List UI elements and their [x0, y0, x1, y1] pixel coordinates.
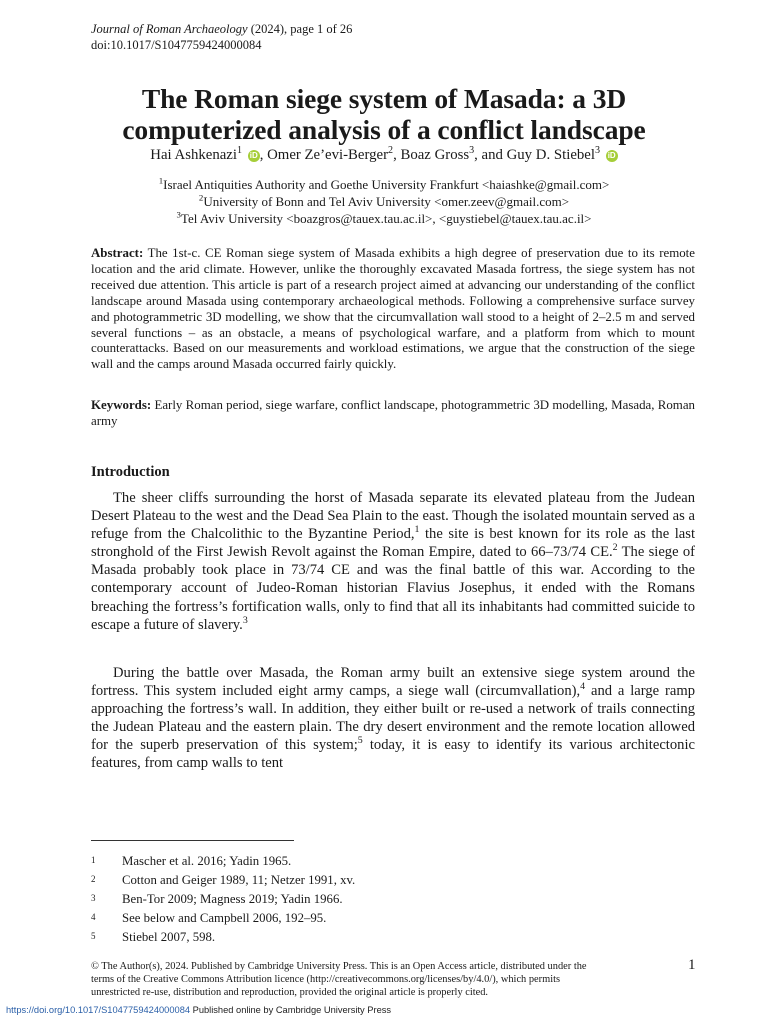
footnote-text: Mascher et al. 2016; Yadin 1965.	[122, 854, 292, 868]
doi-link[interactable]: https://doi.org/10.1017/S1047759424000084	[6, 1005, 191, 1015]
body-paragraph	[91, 489, 695, 634]
paragraph-text: The siege of Masada probably took place in 73/74 CE and was the final battle of this war. According to the contemporary account of Judeo-Roman historian Flavius Josephus, it ended with the Romans breaching the fortress’s fortification walls, only to find that all its inhabitants had committed suicide to escape a future of slavery.	[91, 544, 696, 633]
footnote	[91, 910, 326, 926]
affiliation-sup: 2	[198, 192, 204, 203]
author-name: , Boaz Gross	[393, 147, 470, 163]
abstract	[91, 246, 695, 373]
author-list	[40, 146, 728, 164]
paragraph-text: the site is best known for its role as the last stronghold of the First Jewish Revolt against the Roman Empire, dated to 66–73/74 CE.	[91, 526, 695, 561]
affiliation-text: Israel Antiquities Authority and Goethe University Frankfurt <haiashke@gmail.com>	[163, 177, 610, 192]
author-name: , and Guy D. Stiebel	[474, 147, 595, 163]
footnote-number: 1	[91, 855, 96, 865]
footnote-ref[interactable]: 4	[580, 681, 586, 693]
keywords	[91, 398, 695, 430]
footnote-ref[interactable]: 1	[414, 524, 420, 536]
footnote	[91, 872, 355, 888]
footnote-text: See below and Campbell 2006, 192–95.	[122, 911, 327, 925]
paragraph-text: The sheer cliffs surrounding the horst of Masada separate its elevated plateau from the Judean Desert Plateau to the west and the Dead Sea Plain to the east. Though the isolated mountain served as a refuge from the Chalcolithic to the Byzantine Period,	[91, 490, 695, 543]
abstract-text: The 1st-c. CE Roman siege system of Masada exhibits a high degree of preservation due to its remote location and the arid climate. However, unlike the thoroughly excavated Masada fortress, the siege system has not received due attention. This article is part of a research project aimed at advancing our understanding of the conflict landscape around Masada using contemporary archaeological methods. Following a comprehensive surface survey and photogrammetric 3D modelling, we show that the circumvallation wall stood to a height of 2–2.5 m and served several functions – as an obstacle, a means of psychological warfare, and a platform from which to mount counterattacks. Based on our measurements and workload estimations, we argue that the construction of the siege wall and the camps around Masada occurred fairly quickly.	[91, 246, 695, 372]
footnote-number: 3	[91, 893, 96, 903]
paragraph-text: and a large ramp approaching the fortress’s wall. In addition, they either built or re-used a network of trails connecting the Judean Plateau and the eastern plain. The dry desert environment and the remote location allowed for the superb preservation of this system;	[91, 683, 695, 754]
footnote	[91, 853, 291, 869]
footnote-text: Cotton and Geiger 1989, 11; Netzer 1991, xv.	[122, 873, 356, 887]
author-name: , Omer Ze’evi-Berger	[259, 147, 389, 163]
page-number: 1	[688, 957, 696, 973]
footnote-text: Ben-Tor 2009; Magness 2019; Yadin 1966.	[122, 892, 343, 906]
author-sup: 1	[236, 145, 243, 157]
affiliation-text: Tel Aviv University <boazgros@tauex.tau.ac.il>, <guystiebel@tauex.tau.ac.il>	[180, 211, 592, 226]
keywords-text: Early Roman period, siege warfare, conflict landscape, photogrammetric 3D modelling, Masada, Roman army	[91, 398, 695, 428]
footnote-number: 5	[91, 931, 96, 941]
affiliation	[40, 211, 728, 227]
footnote-ref[interactable]: 3	[242, 614, 248, 626]
footnote	[91, 891, 343, 907]
affiliation-text: University of Bonn and Tel Aviv University <omer.zeev@gmail.com>	[203, 194, 570, 209]
keywords-label: Keywords:	[91, 398, 152, 412]
running-header	[91, 22, 352, 37]
license-line: terms of the Creative Commons Attribution licence (http://creativecommons.org/licenses/by/4.0/), which permits	[91, 973, 561, 985]
header-doi: doi:10.1017/S1047759424000084	[91, 38, 262, 52]
article-title	[40, 83, 728, 145]
footnote-ref[interactable]: 5	[357, 735, 363, 747]
footnote	[91, 929, 215, 945]
license-line: © The Author(s), 2024. Published by Cambridge University Press. This is an Open Access article, distributed under the	[91, 961, 587, 972]
orcid-icon[interactable]: iD	[607, 151, 616, 160]
affiliation	[40, 177, 728, 193]
affiliation	[40, 194, 728, 210]
journal-name: Journal of Roman Archaeology	[91, 22, 248, 36]
author-sup: 3	[469, 145, 475, 157]
paragraph-text: During the battle over Masada, the Roman army built an extensive siege system around the fortress. This system included eight army camps, a siege wall (circumvallation),	[91, 665, 695, 700]
footnote-number: 2	[91, 874, 96, 884]
license-notice	[91, 961, 667, 999]
abstract-label: Abstract:	[91, 246, 144, 260]
footnote-ref[interactable]: 2	[612, 542, 618, 554]
affiliation-sup: 1	[158, 175, 164, 186]
body-paragraph	[91, 664, 695, 773]
footnote-divider	[91, 840, 294, 841]
author-name: Hai Ashkenazi	[150, 147, 237, 163]
title-line-1: The Roman siege system of Masada: a 3D	[141, 83, 627, 114]
author-sup: 3	[594, 145, 600, 157]
paragraph-text: today, it is easy to identify its various architectonic features, from camp walls to tent	[91, 737, 695, 772]
orcid-icon[interactable]: iD	[249, 151, 258, 160]
doi-footer	[6, 1004, 391, 1016]
author-sup: 2	[388, 145, 394, 157]
title-line-2: computerized analysis of a conflict landscape	[122, 114, 646, 145]
affiliation-sup: 3	[176, 209, 181, 220]
year-page: (2024), page 1 of 26	[247, 22, 353, 36]
section-heading: Introduction	[91, 464, 170, 480]
footnote-text: Stiebel 2007, 598.	[122, 930, 216, 944]
license-line: unrestricted re-use, distribution and reproduction, provided the original article is properly cited.	[91, 986, 489, 998]
published-by: Published online by Cambridge University Press	[190, 1005, 392, 1015]
footnote-number: 4	[91, 912, 96, 922]
